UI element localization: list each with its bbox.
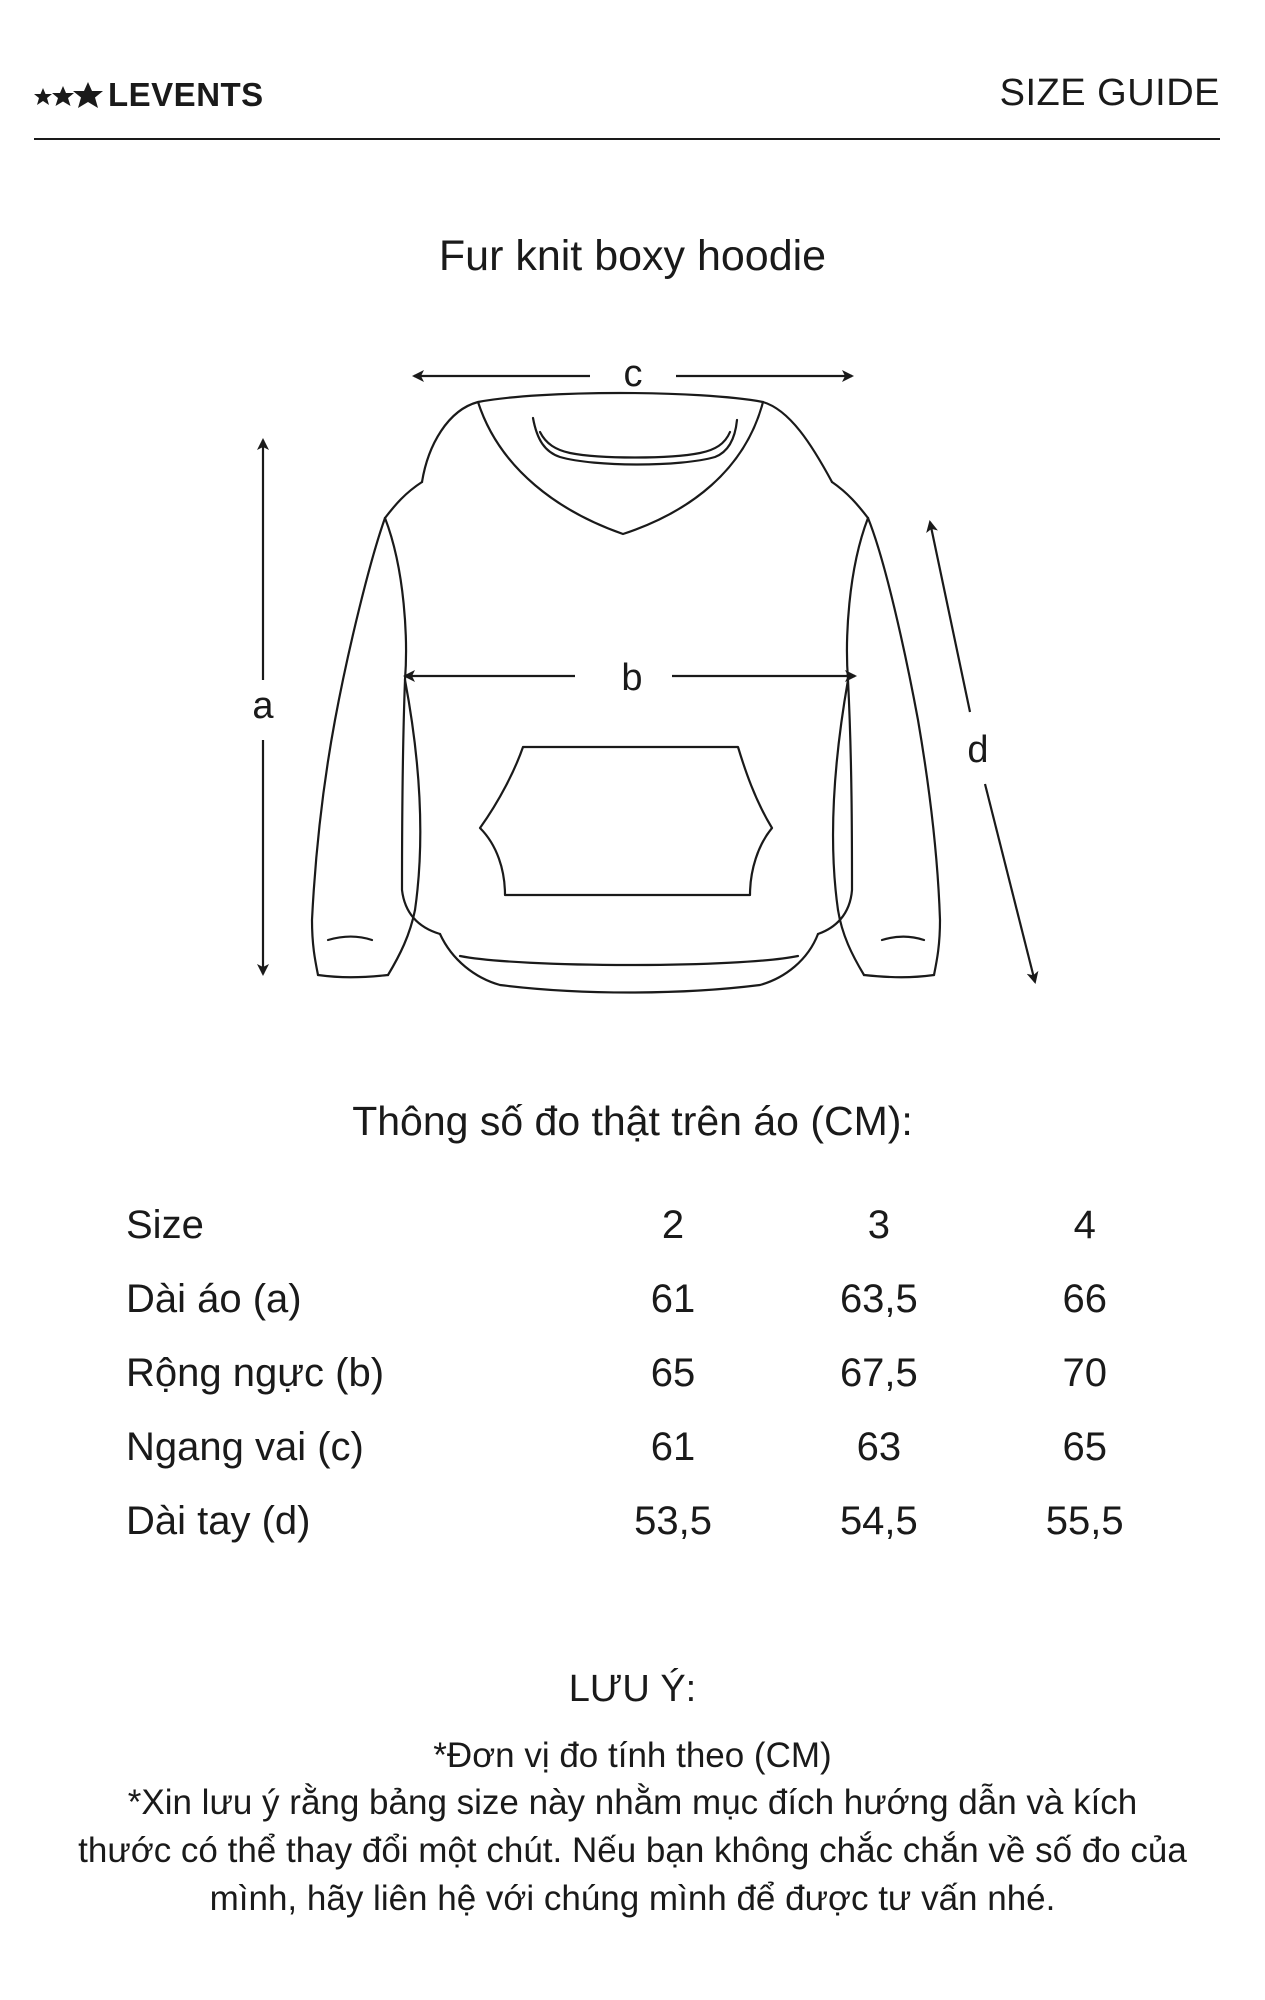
table-header-size: 4 [1073, 1202, 1096, 1247]
notes-title: LƯU Ý: [568, 1668, 697, 1710]
table-header-size: 2 [661, 1202, 685, 1247]
disclaimer-note: *Xin lưu ý rằng bảng size này nhằm mục đích hướng dẫn và kích thước có thể thay đổi một chút. Nếu bạn không chắc chắn về số đo của mình, hãy liên hệ với chúng mình để được tư vấn nhé. [78, 1783, 1187, 1918]
row-value: 61 [650, 1424, 696, 1469]
product-title: Fur knit boxy hoodie [438, 232, 827, 280]
unit-note: *Đơn vị đo tính theo (CM) [433, 1736, 832, 1775]
measurement-arrows [263, 376, 1035, 982]
diagram-label-a: a [252, 685, 274, 727]
table-header-label: Size [126, 1202, 204, 1247]
brand-name: LEVENTS [108, 76, 264, 113]
row-value: 53,5 [634, 1498, 712, 1543]
row-value: 63,5 [839, 1276, 918, 1321]
row-value: 54,5 [839, 1498, 918, 1543]
size-table [126, 1188, 1176, 1558]
table-row [126, 1336, 1176, 1410]
row-label: Dài tay (d) [126, 1498, 311, 1543]
diagram-label-b: b [621, 657, 643, 699]
row-value: 66 [1062, 1276, 1107, 1321]
row-value: 65 [650, 1350, 696, 1395]
arrow-d-down [985, 784, 1035, 982]
row-value: 55,5 [1045, 1498, 1124, 1543]
row-value: 70 [1062, 1350, 1107, 1395]
row-value: 67,5 [839, 1350, 918, 1395]
table-header-size: 3 [867, 1202, 890, 1247]
row-value: 63 [856, 1424, 902, 1469]
notes-section [0, 1668, 1265, 1923]
diagram-label-c: c [623, 353, 643, 395]
table-title: Thông số đo thật trên áo (CM): [352, 1098, 913, 1144]
table-header-row [126, 1188, 1176, 1262]
size-guide-title: SIZE GUIDE [999, 72, 1220, 114]
table-row [126, 1410, 1176, 1484]
row-label: Dài áo (a) [126, 1276, 302, 1321]
row-label: Ngang vai (c) [126, 1424, 364, 1469]
table-row [126, 1484, 1176, 1558]
row-value: 61 [650, 1276, 696, 1321]
arrow-d-up [930, 522, 970, 712]
table-row [126, 1262, 1176, 1336]
row-label: Rộng ngực (b) [126, 1350, 385, 1395]
row-value: 65 [1062, 1424, 1107, 1469]
diagram-label-d: d [967, 729, 989, 771]
